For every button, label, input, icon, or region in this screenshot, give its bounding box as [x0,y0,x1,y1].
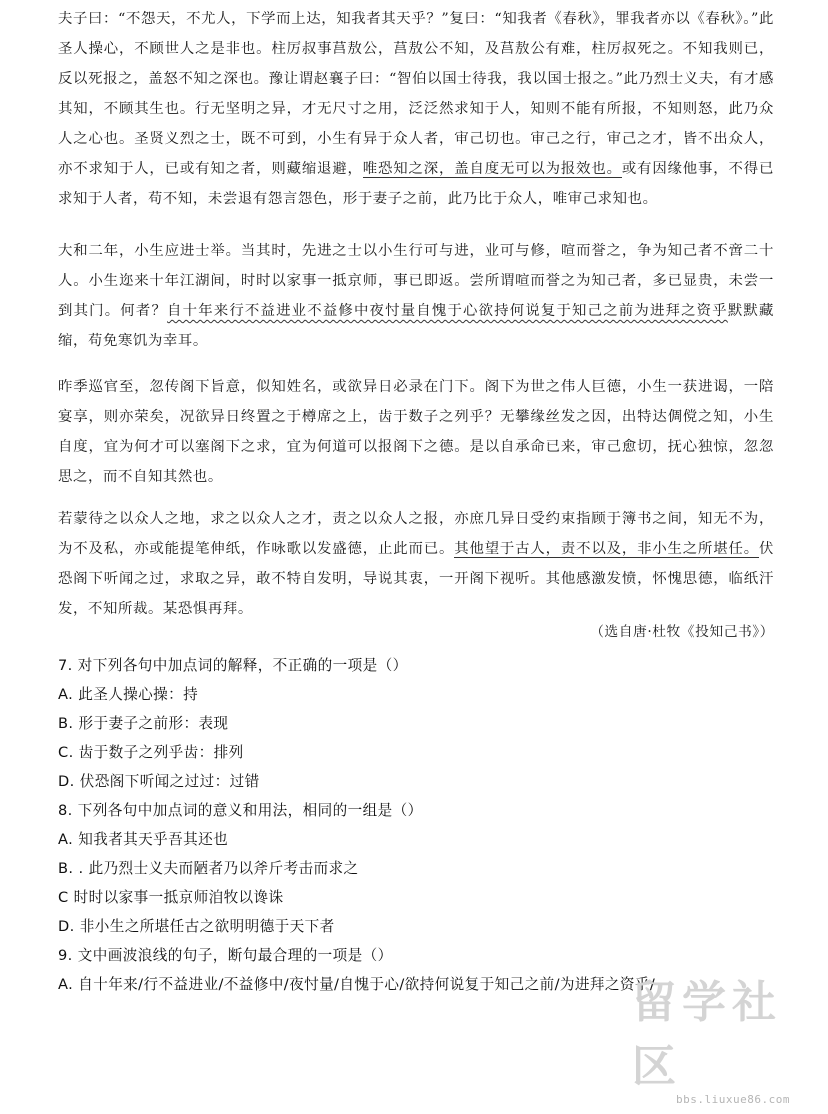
passage-paragraph-1 [58,4,774,214]
passage-paragraph-2 [58,236,774,356]
passage-text: 默默藏缩，苟免寒饥为幸耳。 [58,303,774,349]
passage-text: 或有因缘他事，不得已求知于人者，苟不知，未尝退有怨言怨色，形于妻子之前，此乃比于众人，唯审己求知也。 [58,161,774,207]
question-7-option-b: B. 形于妻子之前形：表现 [58,715,229,732]
question-7-option-a: A. 此圣人操心操：持 [58,686,199,703]
question-8: 8. 下列各句中加点词的意义和用法，相同的一组是（） [58,802,423,819]
question-9: 9. 文中画波浪线的句子，断句最合理的一项是（） [58,947,393,964]
passage-source: （选自唐·杜牧《投知己书》） [590,624,774,640]
question-8-option-b: B. . 此乃烈士义夫而陋者乃以斧斤考击而求之 [58,860,359,877]
passage-paragraph-3: 昨季巡官至，忽传阁下旨意，似知姓名，或欲异日必录在门下。阁下为世之伟人巨德，小生一获进谒，一陪宴享，则亦荣矣，况欲异日终置之于樽席之上，齿于数子之列乎？无攀缘丝发之因，出特达倜傥之知，小生自度，宜为何才可以塞阁下之求，宜为何道可以报阁下之德。是以自承命已来，审己愈切，抚心独惊，忽忽思之，而不自知其然也。 [58,379,774,485]
question-8-option-a: A. 知我者其天乎吾其还也 [58,831,229,848]
watermark-logo [632,977,812,1108]
wavy-underlined-sentence: 自十年来行不益进业不益修中夜忖量自愧于心欲持何说复于知己之前为进拜之资乎 [167,303,728,319]
passage-text: 伏恐阁下听闻之过，求取之异，敢不特自发明，导说其衷，一开阁下视听。其他感激发愤，怀愧思德，临纸汗发，不知所裁。某恐惧再拜。 [58,541,774,617]
question-8-option-d: D. 非小生之所堪任古之欲明明德于天下者 [58,918,335,935]
question-7-option-c: C. 齿于数子之列乎齿：排列 [58,744,244,761]
underlined-sentence: 其他望于古人，责不以及，非小生之所堪任。 [454,541,759,557]
question-7-option-d: D. 伏恐阁下听闻之过过：过错 [58,773,260,790]
passage-text: 若蒙待之以众人之地，求之以众人之才，责之以众人之报，亦庶几异日受约束指顾于簿书之间，知无不为，为不及私，亦或能提笔伸纸，作咏歌以发盛德，止此而已。 [58,511,774,557]
watermark-url: bbs.liuxue86.com [676,1093,790,1106]
passage-text: 夫子曰：“不怨天，不尤人，下学而上达，知我者其天乎？”复曰：“知我者《春秋》，罪我者亦以《春秋》。”此圣人操心，不顾世人之是非也。柱厉叔事莒敖公，莒敖公不知，及莒敖公有难，柱厉叔死之。不知我则已，反以死报之，盖怒不知之深也。豫让谓赵襄子曰：“智伯以国士待我，我以国士报之。”此乃烈士义夫，有才感其知，不顾其生也。行无坚明之异，才无尺寸之用，泛泛然求知于人，知则不能有所报，不知则怒，此乃众人之心也。圣贤义烈之士，既不可到，小生有异于众人者，审己切也。审己之行，审己之才，皆不出众人，亦不求知于人，已或有知之者，则藏缩退避， [58,11,774,177]
underlined-sentence: 唯恐知之深，盖自度无可以为报效也。 [362,161,622,177]
passage-text: 大和二年，小生应进士举。当其时，先进之士以小生行可与进，业可与修，喧而誉之，争为知己者不啻二十人。小生迩来十年江湖间，时时以家事一抵京师，事已即返。尝所谓喧而誉之为知己者，多已显贵，未尝一到其门。何者？ [58,243,774,319]
question-9-option-a: A. 自十年来/行不益进业/不益修中/夜忖量/自愧于心/欲持何说复于知己之前/为进拜之资乎/ [58,976,656,993]
passage-paragraph-4 [58,504,774,624]
question-8-option-c: C 时时以家事一抵京师洎牧以谗诛 [58,889,284,906]
watermark-logo-text: 留学社区 [632,977,782,1092]
question-7: 7. 对下列各句中加点词的解释，不正确的一项是（） [58,657,408,674]
